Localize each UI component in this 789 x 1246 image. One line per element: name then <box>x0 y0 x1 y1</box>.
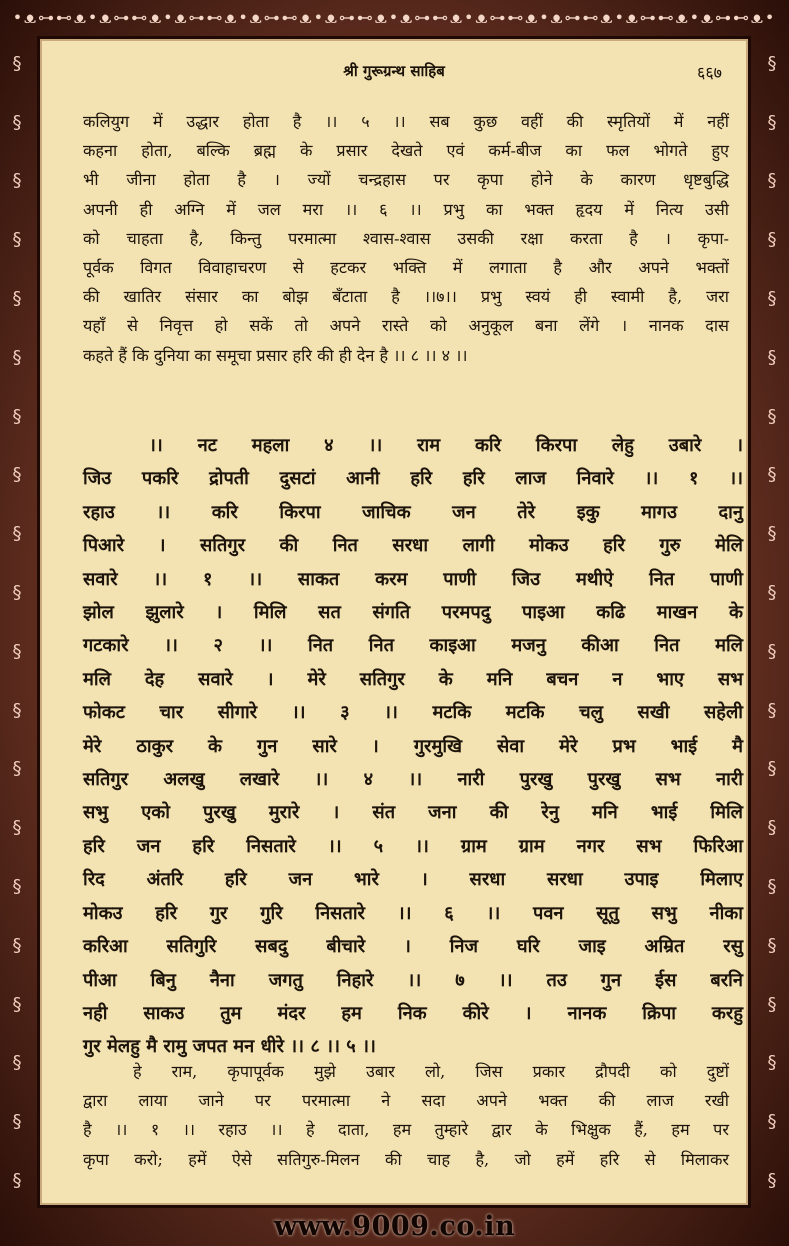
verse-line: हरि जन हरि निसतारे ।। ५ ।। ग्राम ग्राम नगर सभ फिरिआ <box>83 835 743 857</box>
text-line: हे राम, कृपापूर्वक मुझे उबार लो, जिस प्रकार द्रौपदी को दुष्टों <box>133 1062 729 1081</box>
text-line: कलियुग में उद्धार होता है ।। ५ ।। सब कुछ वहीं की स्मृतियों में नहीं <box>83 112 729 131</box>
verse-line: मलि देह सवारे । मेरे सतिगुर के मनि बचन न भाए सभ <box>83 668 743 690</box>
verse-line: झोल झुलारे । मिलि सत संगति परमपदु पाइआ कढि माखन के <box>83 602 743 624</box>
text-line: कहना होता, बल्कि ब्रह्म के प्रसार देखते एवं कर्म-बीज का फल भोगते हुए <box>83 141 729 161</box>
verse-line: रहाउ ।। करि किरपा जाचिक जन तेरे इकु मागउ दानु <box>83 501 743 523</box>
translation-paragraph-top <box>83 107 729 370</box>
verse-line: मोकउ हरि गुर गुरि निसतारे ।। ६ ।। पवन सूतु सभु नीका <box>83 902 743 924</box>
text-line: की खातिर संसार का बोझ बँटाता है ।।७।। प्रभु स्वयं ही स्वामी है, जरा <box>83 287 729 307</box>
verse-line: नही साकउ तुम मंदर हम निक कीरे । नानक क्रिपा करहु <box>83 1002 743 1024</box>
text-line: अपनी ही अग्नि में जल मरा ।। ६ ।। प्रभु का भक्त हृदय में नित्य उसी <box>83 199 729 219</box>
text-line: कृपा करो; हमें ऐसे सतिगुरु-मिलन की चाह है, जो हमें हरि से मिलाकर <box>83 1149 729 1169</box>
text-line: है ।। १ ।। रहाउ ।। हे दाता, हम तुम्हारे द्वार के भिक्षुक हैं, हम पर <box>83 1120 729 1140</box>
verse-line: सतिगुर अलखु लखारे ।। ४ ।। नारी पुरखु पुरखु सभ नारी <box>83 769 743 791</box>
left-ornament-border: § § § § § § § § § § § § § § § § § § § § <box>12 52 22 1192</box>
page-header <box>40 61 748 85</box>
verse-line: मेरे ठाकुर के गुन सारे । गुरमुखि सेवा मेरे प्रभ भाई मै <box>83 735 743 757</box>
top-ornament-border: •ᴥ⊶⊷ᴥ•ᴥ⊶⊷ᴥ•ᴥ⊶⊷ᴥ•ᴥ⊶⊷ᴥ•ᴥ⊶⊷ᴥ•ᴥ⊶⊷ᴥ•ᴥ⊶⊷ᴥ•ᴥ⊶⊷ᴥ•ᴥ⊶⊷ᴥ•ᴥ⊶⊷ᴥ• <box>12 7 777 27</box>
right-ornament-border: § § § § § § § § § § § § § § § § § § § § <box>767 52 777 1192</box>
verse-line: गुर मेलहु मै रामु जपत मन धीरे ।। ८ ।। ५ ।। <box>83 1036 376 1058</box>
verse-line: गटकारे ।। २ ।। नित नित काइआ मजनु कीआ नित मलि <box>83 635 743 657</box>
footer-website-url: www.9009.co.in <box>273 1211 516 1242</box>
verse-line: पीआ बिनु नैना जगतु निहारे ।। ७ ।। तउ गुन ईस बरनि <box>83 969 743 991</box>
page-number: ६६७ <box>697 63 722 82</box>
page-title: श्री गुरूग्रन्थ साहिब <box>343 62 445 80</box>
verse-line: जिउ पकरि द्रोपती दुसटां आनी हरि हरि लाज निवारे ।। १ ।। <box>83 468 743 490</box>
text-line: को चाहता है, किन्तु परमात्मा श्वास-श्वास उसकी रक्षा करता है । कृपा- <box>83 228 729 248</box>
scripture-page <box>37 36 751 1208</box>
verse-line: रिद अंतरि हरि जन भारे । सरधा सरधा उपाइ मिलाए <box>83 869 743 891</box>
translation-paragraph-bottom <box>83 1057 729 1174</box>
verse-line: सभु एको पुरखु मुरारे । संत जना की रेनु मनि भाई मिलि <box>83 802 743 824</box>
gurbani-verse <box>83 429 743 1064</box>
bottom-ornament-border <box>0 1210 789 1246</box>
text-line: पूर्वक विगत विवाहाचरण से हटकर भक्ति में लगाता है और अपने भक्तों <box>83 258 729 278</box>
verse-line: सवारे ।। १ ।। साकत करम पाणी जिउ मथीऐ नित पाणी <box>83 568 743 590</box>
verse-line: ।। नट महला ४ ।। राम करि किरपा लेहु उबारे । <box>149 435 743 456</box>
text-line: यहाँ से निवृत्त हो सकें तो अपने रास्ते को अनुकूल बना लेंगे । नानक दास <box>83 316 729 336</box>
text-line: द्वारा लाया जाने पर परमात्मा ने सदा अपने भक्त की लाज रखी <box>83 1091 729 1111</box>
verse-line: फोकट चार सीगारे ।। ३ ।। मटकि मटकि चलु सखी सहेली <box>83 702 743 724</box>
verse-line: पिआरे । सतिगुर की नित सरधा लागी मोकउ हरि गुरु मेलि <box>83 535 743 557</box>
verse-line: करिआ सतिगुरि सबदु बीचारे । निज घरि जाइ अम्रित रसु <box>83 936 743 958</box>
text-line: कहते हैं कि दुनिया का समूचा प्रसार हरि की ही देन है ।। ८ ।। ४ ।। <box>83 345 468 365</box>
text-line: भी जीना होता है । ज्यों चन्द्रहास पर कृपा होने के कारण धृष्टबुद्धि <box>83 170 729 190</box>
